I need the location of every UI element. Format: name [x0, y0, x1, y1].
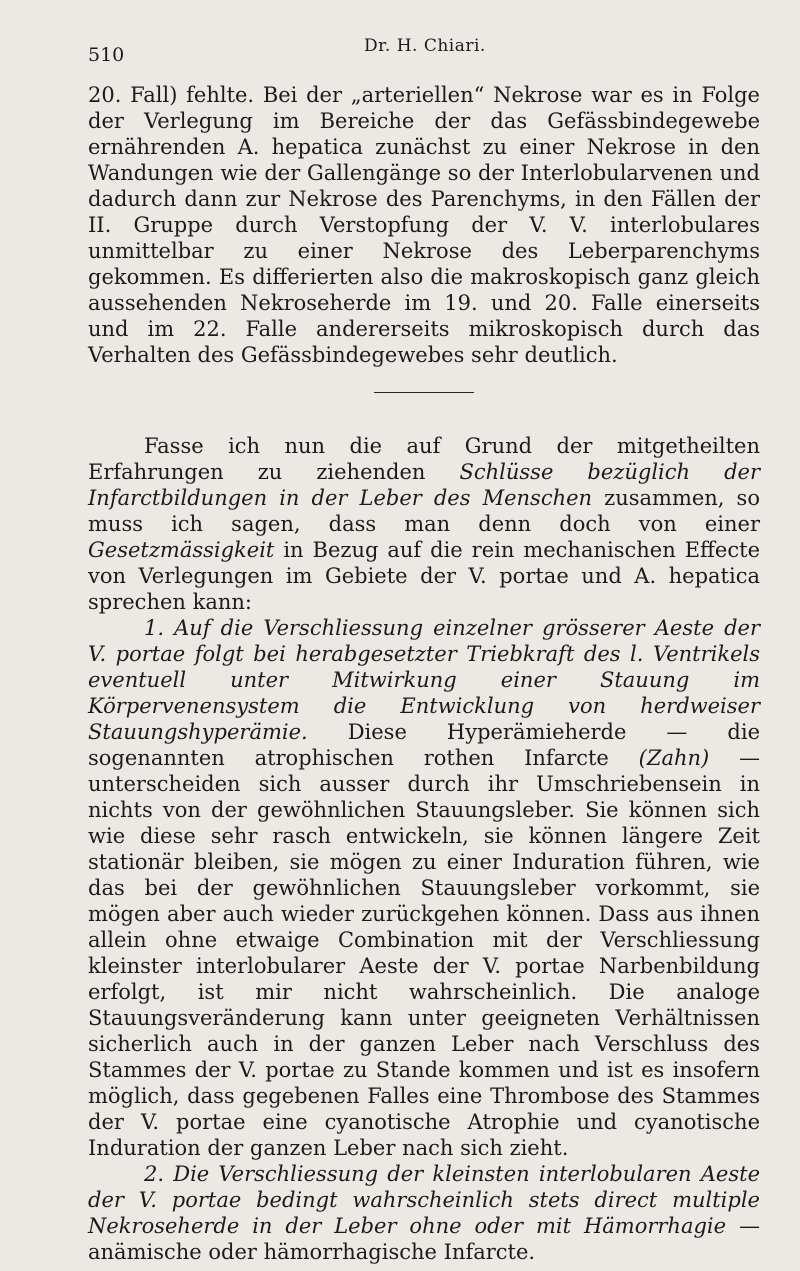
text-run: zusammen, so muss ich sagen, dass man denn doch von einer — [88, 486, 760, 536]
section-divider — [374, 392, 474, 393]
paragraph-summary — [88, 433, 760, 615]
text-run: in Bezug auf die rein mechanischen Effecte von Verlegungen im Gebiete der V. portae und A. hepatica sprechen kann: — [88, 538, 760, 614]
text-run: Diese Hyperämieherde — die sogenannten atrophischen rothen Infarcte — [88, 720, 760, 770]
italic-phrase: Gesetzmässigkeit — [88, 538, 275, 562]
page-number: 510 — [88, 44, 125, 66]
italic-phrase: 2. Die Verschliessung der kleinsten interlobularen Aeste der V. portae bedingt wahrscheinlich stets direct multiple Nekroseherde in der Leber ohne oder mit Hämorrhagie — [88, 1162, 760, 1238]
body-text — [88, 82, 760, 1265]
page-header — [88, 36, 760, 66]
paragraph-continuation: 20. Fall) fehlte. Bei der „arteriellen“ Nekrose war es in Folge der Verlegung im Bereiche der das Gefässbindegewebe ernährenden A. hepatica zunächst zu einer Nekrose in den Wandungen wie der Gallengänge so der Interlobularvenen und dadurch dann zur Nekrose des Parenchyms, in den Fällen der II. Gruppe durch Verstopfung der V. V. interlobulares unmittelbar zu einer Nekrose des Leberparenchyms gekommen. Es differierten also die makroskopisch ganz gleich aussehenden Nekroseherde im 19. und 20. Falle einerseits und im 22. Falle andererseits mikroskopisch durch das Verhalten des Gefässbindegewebes sehr deutlich. — [88, 83, 760, 367]
text-run: — anämische oder hämorrhagische Infarcte. — [88, 1214, 760, 1264]
text-run: — unterscheiden sich ausser durch ihr Umschriebensein in nichts von der gewöhnlichen Stauungsleber. Sie können sich wie diese sehr rasch entwickeln, sie können längere Zeit stationär bleiben, sie mögen zu einer Induration führen, wie das bei der gewöhnlichen Stauungsleber vorkommt, sie mögen aber auch wieder zurückgehen können. Dass aus ihnen allein ohne etwaige Combination mit der Verschliessung kleinster interlobularer Aeste der V. portae Narbenbildung erfolgt, ist mir nicht wahrscheinlich. Die analoge Stauungsveränderung kann unter geeigneten Verhältnissen sicherlich auch in der ganzen Leber nach Verschluss des Stammes der V. portae zu Stande kommen und ist es insofern möglich, dass gegebenen Falles eine Thrombose des Stammes der V. portae eine cyanotische Atrophie und cyanotische Induration der ganzen Leber nach sich zieht. — [88, 746, 760, 1160]
numbered-item-1 — [88, 615, 760, 1161]
italic-phrase: Schlüsse bezüglich der Infarctbildungen in der Leber des Menschen — [88, 460, 760, 510]
text-run: Fasse ich nun die auf Grund der mitgetheilten Erfahrungen zu ziehenden — [88, 434, 760, 484]
numbered-item-2 — [88, 1161, 760, 1265]
italic-phrase: 1. Auf die Verschliessung einzelner grösserer Aeste der V. portae folgt bei herabgesetzter Triebkraft des l. Ventrikels eventuell unter Mitwirkung einer Stauung im Körpervenensystem die Entwicklung von herdweiser Stauungshyperämie. — [88, 616, 760, 744]
running-head: Dr. H. Chiari. — [364, 36, 486, 56]
italic-phrase: (Zahn) — [638, 746, 710, 770]
